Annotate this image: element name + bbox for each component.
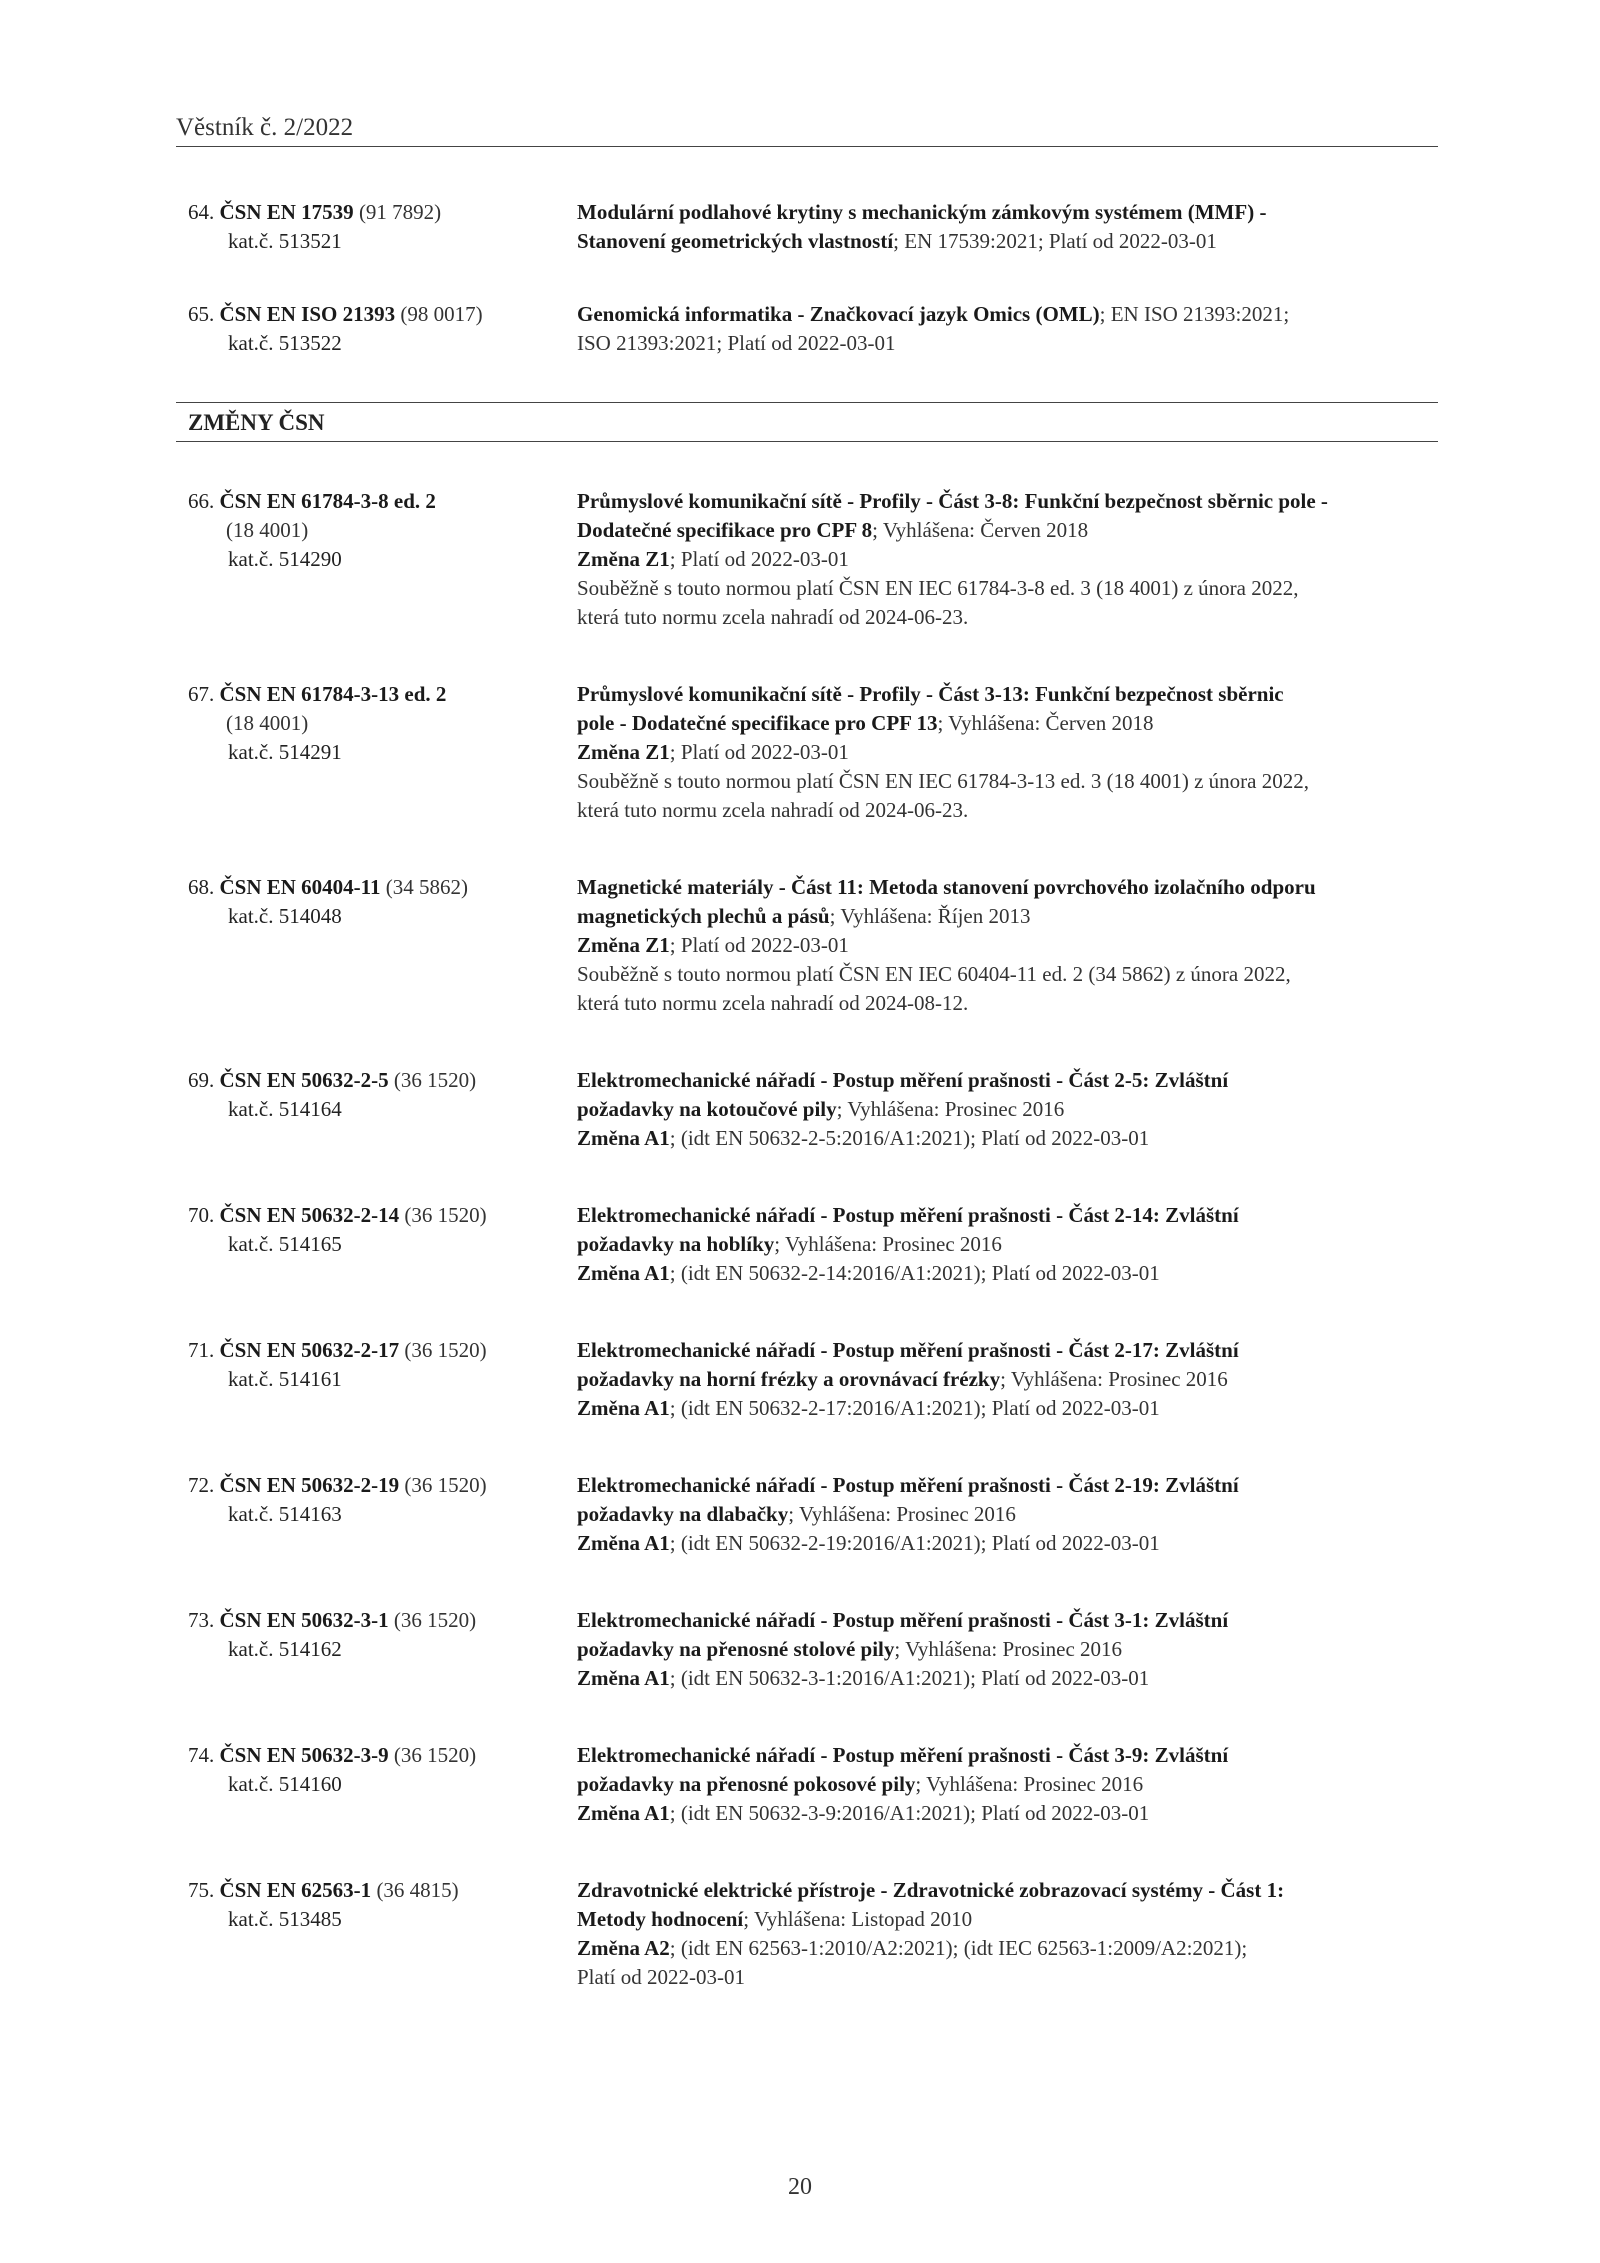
entry-number: 69. xyxy=(188,1068,215,1092)
entry-number: 67. xyxy=(188,682,215,706)
header-divider xyxy=(176,146,1438,147)
classification-code: (98 0017) xyxy=(400,302,483,326)
entry-number: 72. xyxy=(188,1473,215,1497)
entry-number: 73. xyxy=(188,1608,215,1632)
standard-code: ČSN EN ISO 21393 xyxy=(219,302,396,326)
entry-number: 64. xyxy=(188,200,215,224)
classification-code: (36 1520) xyxy=(393,1608,477,1632)
standard-code: ČSN EN 50632-3-9 xyxy=(219,1743,389,1767)
entry-description: Modulární podlahové krytiny s mechanickým zámkovým systémem (MMF) - Stanovení geometrických vlastností; EN 17539:2021; Platí od 2022-03-01 xyxy=(577,200,1267,253)
entry-identifier xyxy=(188,1876,568,1934)
standard-code: ČSN EN 61784-3-8 ed. 2 xyxy=(219,489,436,513)
entry-identifier xyxy=(188,1336,568,1394)
entry-description: Elektromechanické nářadí - Postup měření prašnosti - Část 2-17: Zvláštní požadavky na horní frézky a orovnávací frézky; Vyhlášena: Prosinec 2016 Změna A1; (idt EN 50632-2-17:2016/A1:2021); Platí od 2022-03-01 xyxy=(577,1338,1239,1420)
page-header-title: Věstník č. 2/2022 xyxy=(176,114,354,141)
classification-code: (34 5862) xyxy=(385,875,469,899)
entry-description: Genomická informatika - Značkovací jazyk Omics (OML); EN ISO 21393:2021; ISO 21393:2021; Platí od 2022-03-01 xyxy=(577,302,1290,355)
entry-identifier xyxy=(188,1471,568,1529)
standard-code: ČSN EN 50632-3-1 xyxy=(219,1608,389,1632)
catalog-number: kat.č. 514291 xyxy=(228,740,342,764)
entry-description: Elektromechanické nářadí - Postup měření prašnosti - Část 3-9: Zvláštní požadavky na přenosné pokosové pily; Vyhlášena: Prosinec 2016 Změna A1; (idt EN 50632-3-9:2016/A1:2021); Platí od 2022-03-01 xyxy=(577,1743,1229,1825)
standard-code: ČSN EN 50632-2-17 xyxy=(219,1338,400,1362)
classification-code: (36 1520) xyxy=(404,1338,487,1362)
section-top-divider xyxy=(176,402,1438,403)
classification-code: (36 1520) xyxy=(404,1473,487,1497)
classification-code: (36 1520) xyxy=(393,1068,477,1092)
standard-code: ČSN EN 17539 xyxy=(219,200,354,224)
entry-number: 65. xyxy=(188,302,215,326)
entry-description: Elektromechanické nářadí - Postup měření prašnosti - Část 2-19: Zvláštní požadavky na dlabačky; Vyhlášena: Prosinec 2016 Změna A1; (idt EN 50632-2-19:2016/A1:2021); Platí od 2022-03-01 xyxy=(577,1473,1239,1555)
entry-identifier xyxy=(188,680,568,767)
catalog-number: kat.č. 514163 xyxy=(228,1502,342,1526)
entry-identifier xyxy=(188,1606,568,1664)
catalog-number: kat.č. 514165 xyxy=(228,1232,342,1256)
entry-description: Průmyslové komunikační sítě - Profily - Část 3-8: Funkční bezpečnost sběrnic pole - Dodatečné specifikace pro CPF 8; Vyhlášena: Červen 2018 Změna Z1; Platí od 2022-03-01 Souběžně s touto normou platí ČSN EN IEC 61784-3-8 ed. 3 (18 4001) z února 2022, která tuto normu zcela nahradí od 2024-06-23. xyxy=(577,489,1328,629)
catalog-number: kat.č. 514162 xyxy=(228,1637,342,1661)
entry-number: 71. xyxy=(188,1338,215,1362)
entry-identifier xyxy=(188,300,568,358)
standard-code: ČSN EN 50632-2-14 xyxy=(219,1203,400,1227)
entry-description: Elektromechanické nářadí - Postup měření prašnosti - Část 3-1: Zvláštní požadavky na přenosné stolové pily; Vyhlášena: Prosinec 2016 Změna A1; (idt EN 50632-3-1:2016/A1:2021); Platí od 2022-03-01 xyxy=(577,1608,1229,1690)
entry-number: 74. xyxy=(188,1743,215,1767)
standard-code: ČSN EN 50632-2-5 xyxy=(219,1068,389,1092)
classification-code: (18 4001) xyxy=(226,711,309,735)
section-bottom-divider xyxy=(176,441,1438,442)
page-number: 20 xyxy=(788,2174,812,2200)
entry-description: Průmyslové komunikační sítě - Profily - Část 3-13: Funkční bezpečnost sběrnic pole - Dodatečné specifikace pro CPF 13; Vyhlášena: Červen 2018 Změna Z1; Platí od 2022-03-01 Souběžně s touto normou platí ČSN EN IEC 61784-3-13 ed. 3 (18 4001) z února 2022, která tuto normu zcela nahradí od 2024-06-23. xyxy=(577,682,1309,822)
catalog-number: kat.č. 514290 xyxy=(228,547,342,571)
catalog-number: kat.č. 513521 xyxy=(228,229,342,253)
entry-identifier xyxy=(188,873,568,931)
entry-number: 75. xyxy=(188,1878,215,1902)
catalog-number: kat.č. 513522 xyxy=(228,331,342,355)
entry-identifier xyxy=(188,1741,568,1799)
classification-code: (36 1520) xyxy=(393,1743,477,1767)
catalog-number: kat.č. 514160 xyxy=(228,1772,342,1796)
standard-code: ČSN EN 50632-2-19 xyxy=(219,1473,400,1497)
catalog-number: kat.č. 514161 xyxy=(228,1367,342,1391)
standard-code: ČSN EN 60404-11 xyxy=(219,875,381,899)
entry-description: Elektromechanické nářadí - Postup měření prašnosti - Část 2-5: Zvláštní požadavky na kotoučové pily; Vyhlášena: Prosinec 2016 Změna A1; (idt EN 50632-2-5:2016/A1:2021); Platí od 2022-03-01 xyxy=(577,1068,1229,1150)
standard-code: ČSN EN 62563-1 xyxy=(219,1878,372,1902)
entry-identifier xyxy=(188,198,568,256)
entry-identifier xyxy=(188,487,568,574)
catalog-number: kat.č. 513485 xyxy=(228,1907,342,1931)
entry-description: Zdravotnické elektrické přístroje - Zdravotnické zobrazovací systémy - Část 1: Metody hodnocení; Vyhlášena: Listopad 2010 Změna A2; (idt EN 62563-1:2010/A2:2021); (idt IEC 62563-1:2009/A2:2021); Platí od 2022-03-01 xyxy=(577,1878,1285,1989)
section-title: ZMĚNY ČSN xyxy=(188,410,325,435)
entry-number: 68. xyxy=(188,875,215,899)
classification-code: (18 4001) xyxy=(226,518,309,542)
entry-identifier xyxy=(188,1066,568,1124)
entry-number: 70. xyxy=(188,1203,215,1227)
entry-description: Elektromechanické nářadí - Postup měření prašnosti - Část 2-14: Zvláštní požadavky na hoblíky; Vyhlášena: Prosinec 2016 Změna A1; (idt EN 50632-2-14:2016/A1:2021); Platí od 2022-03-01 xyxy=(577,1203,1239,1285)
catalog-number: kat.č. 514048 xyxy=(228,904,342,928)
classification-code: (36 4815) xyxy=(376,1878,459,1902)
classification-code: (91 7892) xyxy=(358,200,442,224)
standard-code: ČSN EN 61784-3-13 ed. 2 xyxy=(219,682,447,706)
entry-description: Magnetické materiály - Část 11: Metoda stanovení povrchového izolačního odporu magnetických plechů a pásů; Vyhlášena: Říjen 2013 Změna Z1; Platí od 2022-03-01 Souběžně s touto normou platí ČSN EN IEC 60404-11 ed. 2 (34 5862) z února 2022, která tuto normu zcela nahradí od 2024-08-12. xyxy=(577,875,1316,1015)
catalog-number: kat.č. 514164 xyxy=(228,1097,342,1121)
classification-code: (36 1520) xyxy=(404,1203,487,1227)
entry-identifier xyxy=(188,1201,568,1259)
entry-number: 66. xyxy=(188,489,215,513)
